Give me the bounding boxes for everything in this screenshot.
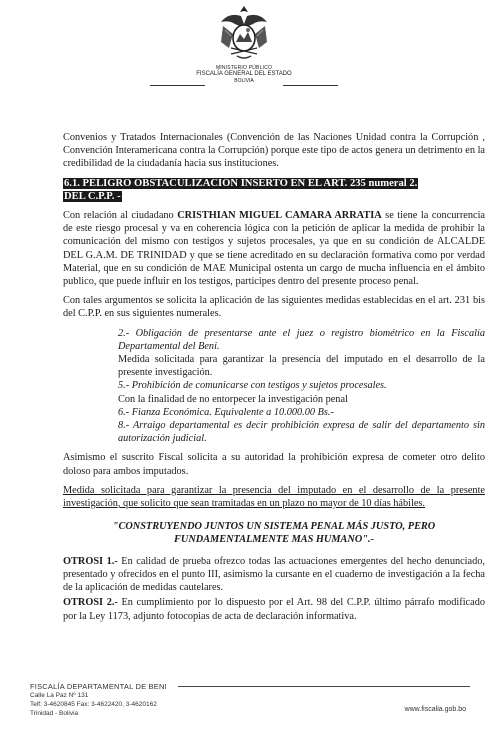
footer-city: Trinidad - Bolivia [30,710,79,717]
paragraph-conventions: Convenios y Tratados Internacionales (Convención de las Naciones Unidad contra la Corrupción , Convención Interamericana contra la Corrupción) porque este tipo de actos genera un detrimento en la credibilidad de la ciudadanía hacia sus instituciones. [63,132,486,170]
paragraph-prohibition: Asimismo el suscrito Fiscal solicita a su autoridad la prohibición expresa de cometer otro delito doloso para ambos imputados. [63,452,485,477]
section-heading-text-cont: DEL C.P.P. - [64,190,121,202]
footer-rule [178,686,470,687]
document-body [63,131,485,629]
measure-item: 2.- Obligación de presentarse ante el juez o registro biométrico en la Fiscalía Departamental del Beni. [118,327,485,352]
country-label: BOLIVIA [234,78,254,84]
measure-item: 8.- Arraigo departamental es decir prohibición expresa de salir del departamento sin autorización judicial. [118,420,485,445]
measure-item: 5.- Prohibición de comunicarse con testigos y sujetos procesales. [118,380,387,392]
footer-phones: Telf: 3-4620845 Fax: 3-4622420, 3-4620162 [30,701,157,708]
footer-office: FISCALÍA DEPARTAMENTAL DE BENI [30,682,167,691]
institutional-motto: "CONSTRUYENDO JUNTOS UN SISTEMA PENAL MÁS JUSTO, PERO FUNDAMENTALMENTE MAS HUMANO".- [112,521,436,546]
paragraph-accused-start: Con relación al ciudadano [63,210,178,222]
section-heading-text: 6.1. PELIGRO OBSTACULIZACIÓN INSERTO EN EL ART. 235 numeral 2. [64,177,418,189]
bolivia-coat-of-arms-icon [215,4,273,64]
measure-item: 6.- Fianza Económica. Equivalente a 10.000.00 Bs.- [118,406,334,418]
measure-note: Medida solicitada para garantizar la presencia del imputado en el desarrollo de la presente investigación. [118,354,485,379]
footer-website: www.fiscalia.gob.bo [404,706,466,713]
paragraph-accused [63,209,485,288]
header-rule-left [150,85,205,86]
measure-note: Con la finalidad de no entorpecer la investigación penal [118,393,348,405]
fiscalia-label: FISCALÍA GENERAL DEL ESTADO [196,71,292,77]
otrosi-2-text: En cumplimiento por lo dispuesto por el Art. 98 del C.P.P. último párrafo modificado por la Ley 1173, adjunto fotocopias de acta de declaración informativa. [63,597,485,622]
measures-list [118,327,485,446]
paragraph-deadline: Medida solicitada para garantizar la presencia del imputado en el desarrollo de la presente investigación, que solicito que sean tramitadas en un plazo no mayor de 10 días hábiles. [63,484,485,510]
section-heading [63,177,485,203]
letterhead [0,4,488,84]
footer-address-block [30,682,167,718]
otrosi-1-label: OTROSI 1.- [63,555,118,567]
footer-address: Calle La Paz Nº 131 [30,692,89,699]
ministerio-label: MINISTERIO PÚBLICO [215,65,273,71]
otrosi-1 [63,555,485,595]
otrosi-1-text: En calidad de prueba ofrezco todas las actuaciones emergentes del hecho denunciado, presentado y ofrecidos en el punto III, asimismo la cursante en el cuaderno de investigación a la fecha de la aplicación de medidas cautelares. [63,555,485,594]
header-rule-right [283,85,338,86]
paragraph-accused-rest: se tiene la concurrencia de este riesgo procesal y va en coherencia lógica con la petición de aplicar la medida de prohibir la comunicación del mismo con testigos y sujetos procesales, ya que en su condición de ALCALDE DEL G.A.M. DE TRINIDAD y que se tiene acreditado en su declaración formativa como por verdad Material, que en su condición de MAE Municipal ostenta un cargo de mucha influencia en el ámbito publico, que puede influir en los testigos, participes dentro del presente proceso penal. [63,210,485,288]
otrosi-2 [63,596,485,622]
otrosi-2-label: OTROSI 2.- [63,597,118,609]
paragraph-measures-intro: Con tales argumentos se solicita la aplicación de las siguientes medidas establecidas en el art. 231 bis del C.P.P. en sus siguientes numerales. [63,295,485,320]
accused-name: CRISTHIAN MIGUEL CAMARA ARRATIA [177,210,382,222]
